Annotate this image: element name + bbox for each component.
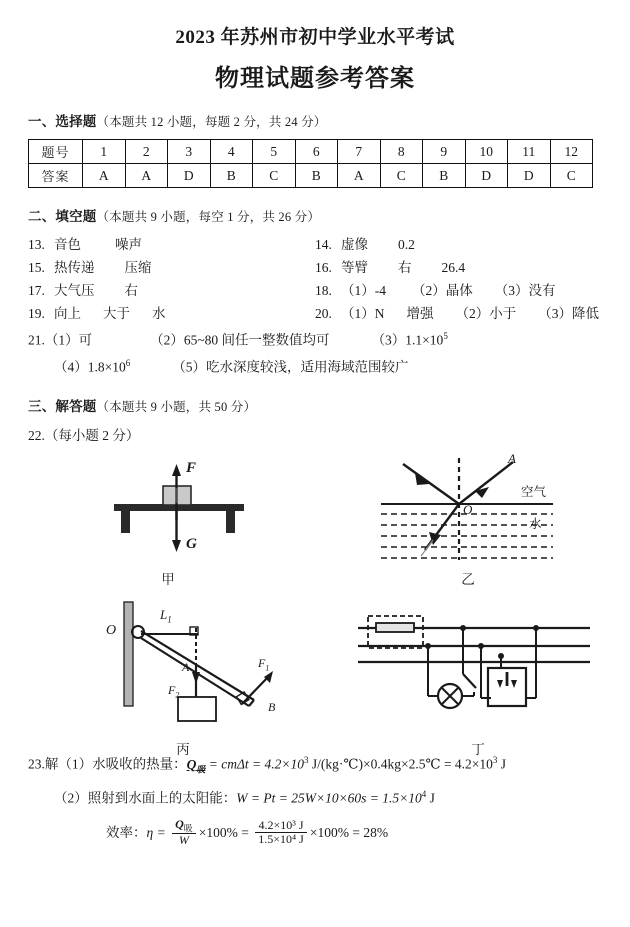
answer-part: 向上 <box>54 306 81 321</box>
table-header-number: 题号 <box>29 140 83 164</box>
table-cell-number: 7 <box>338 140 381 164</box>
lever-arm-label: $L_1$ <box>160 607 172 625</box>
page-title-line2: 物理试题参考答案 <box>215 64 415 92</box>
wall-shape <box>124 602 133 706</box>
list-item <box>28 256 602 279</box>
force-label-g: G <box>186 536 197 552</box>
answer-part: 大于 <box>103 306 130 321</box>
answer-part: （1）-4 <box>341 283 386 298</box>
reflected-ray-arrowhead <box>415 473 429 485</box>
answer-part: （5）吃水深度较浅，适用海域范围较广 <box>172 359 409 374</box>
section3-label: 三、解答题 <box>28 399 97 415</box>
answer-item-13 <box>28 233 315 256</box>
efficiency-symbol: η = <box>146 824 170 840</box>
table-cell-number: 11 <box>508 140 551 164</box>
list-item <box>28 302 602 325</box>
q23-line2-tail: J <box>426 790 435 806</box>
ray-continuation <box>421 540 433 556</box>
medium-label-air: 空气 <box>521 484 547 499</box>
answer-part: （1）N <box>341 306 385 321</box>
q23-line-3 <box>106 816 602 849</box>
item-number: 18. <box>315 283 332 298</box>
table-cell-answer: D <box>508 164 551 188</box>
section-heading-solve <box>28 395 602 415</box>
answer-part: 大气压 <box>54 283 95 298</box>
table-cell-number: 5 <box>253 140 296 164</box>
item-number: 17. <box>28 283 45 298</box>
table-cell-answer: A <box>125 164 168 188</box>
q23-line-2 <box>54 782 602 811</box>
q23-line2-formula: W = Pt = 25W×10×60s = 1.5×10 <box>236 790 422 806</box>
table-cell-number: 2 <box>125 140 168 164</box>
table-leg-left <box>121 511 130 533</box>
lever-bar-end <box>249 700 254 706</box>
fraction-q-over-w <box>172 818 196 848</box>
hanging-block <box>178 697 216 721</box>
figure-caption-yi: 乙 <box>461 572 475 588</box>
medium-label-water: 水 <box>529 516 542 531</box>
fill-answer-list <box>28 233 602 378</box>
item-number: 21. <box>28 332 45 348</box>
table-row-answers <box>29 164 593 188</box>
answer-part: 压缩 <box>124 260 152 275</box>
q23-line1-formula: = cmΔt = 4.2×10 <box>205 756 305 772</box>
answer-part: 0.2 <box>398 237 415 252</box>
figure-caption-bing: 丙 <box>176 742 190 758</box>
q23-line1-prefix: 23.解（1）水吸收的热量： <box>28 756 187 772</box>
answer-part: （3）没有 <box>494 283 556 298</box>
table-cell-number: 8 <box>380 140 423 164</box>
q23-line2-prefix: （2）照射到水面上的太阳能： <box>54 790 237 806</box>
q23-line3-mid1: ×100% = <box>198 824 253 840</box>
answer-part: 26.4 <box>441 260 466 275</box>
answer-part: （3）1.1×10 <box>371 332 444 348</box>
force-f1-shaft <box>242 676 269 704</box>
answer-part: （4）1.8×10 <box>54 359 126 374</box>
figure-yi <box>363 452 578 569</box>
section2-scoring: （本题共 9 小题，每空 1 分，共 26 分） <box>96 210 321 224</box>
answer-part: 右 <box>124 283 138 298</box>
answer-item-19 <box>28 302 315 325</box>
exponent: 5 <box>443 331 448 341</box>
q23-line-1 <box>28 748 602 782</box>
table-cell-number: 10 <box>465 140 508 164</box>
table-cell-number: 12 <box>550 140 593 164</box>
table-cell-answer: A <box>338 164 381 188</box>
figure-bing <box>86 598 306 728</box>
answer-part: 音色 <box>54 237 81 252</box>
table-cell-number: 3 <box>168 140 211 164</box>
answer-part: （2）晶体 <box>412 283 473 298</box>
point-label-o: O <box>463 502 473 517</box>
question-23-solution <box>28 748 602 849</box>
answer-part: （1）可 <box>44 332 93 348</box>
q23-line1-mid: J/(kg·℃)×0.4kg×2.5℃ = 4.2×10 <box>308 756 493 772</box>
section-heading-fill <box>28 205 602 225</box>
figure-jia <box>76 452 306 567</box>
section3-scoring: （本题共 9 小题，共 50 分） <box>96 400 257 414</box>
answer-part: 噪声 <box>115 237 142 252</box>
section1-label: 一、选择题 <box>28 114 97 130</box>
force-label-f1: $F_1$ <box>258 656 270 673</box>
answer-table <box>28 139 593 188</box>
answer-item-16 <box>315 256 602 279</box>
table-cell-answer: B <box>295 164 338 188</box>
fraction-denominator: W <box>178 833 189 848</box>
force-label-f2: $F_2$ <box>168 683 180 700</box>
point-label-a: A <box>182 660 190 674</box>
table-cell-answer: A <box>83 164 126 188</box>
fuse-element <box>376 623 414 632</box>
section-heading-choice <box>28 110 602 130</box>
table-cell-answer: B <box>423 164 466 188</box>
exponent: 4 <box>421 789 427 800</box>
answer-part: 增强 <box>406 306 434 321</box>
force-label-f: F <box>186 460 197 476</box>
ray-label-a: A <box>508 451 516 466</box>
question-22-figures <box>28 446 602 758</box>
section2-label: 二、填空题 <box>28 209 97 225</box>
figure-caption-ding: 丁 <box>471 742 485 758</box>
table-header-answer: 答案 <box>29 164 83 188</box>
figure-ding-svg <box>350 606 600 724</box>
switch-lever <box>463 674 476 688</box>
force-f2-arrowhead <box>192 672 200 684</box>
table-row-numbers <box>29 140 593 164</box>
q23-line3-prefix: 效率： <box>106 824 147 840</box>
answer-part: 等臂 <box>341 260 368 275</box>
pivot-label-o: O <box>106 623 117 638</box>
incident-ray <box>459 462 513 504</box>
table-cell-answer: C <box>380 164 423 188</box>
q23-line3-mid2: ×100% = 28% <box>309 824 389 840</box>
table-cell-number: 6 <box>295 140 338 164</box>
socket-pin-left <box>497 680 503 688</box>
figure-caption-jia: 甲 <box>161 572 175 588</box>
item-number: 20. <box>315 306 332 321</box>
item-number: 13. <box>28 237 45 252</box>
item21-line1 <box>28 325 602 352</box>
table-cell-answer: B <box>210 164 253 188</box>
socket-pin-right <box>511 680 517 688</box>
item-number: 19. <box>28 306 45 321</box>
page-title-line1: 2023 年苏州市初中学业水平考试 <box>175 27 455 48</box>
list-item <box>28 279 602 302</box>
answer-item-17 <box>28 279 315 302</box>
table-cell-answer: C <box>253 164 296 188</box>
answer-part: （3）降低 <box>538 306 599 321</box>
force-g-arrowhead <box>172 540 181 552</box>
table-leg-right <box>226 511 235 533</box>
table-cell-answer: D <box>168 164 211 188</box>
answer-item-15 <box>28 256 315 279</box>
answer-item-20 <box>315 302 602 325</box>
fraction-values <box>255 819 307 847</box>
answer-part: 水 <box>152 306 166 321</box>
item-number: 14. <box>315 237 332 252</box>
table-cell-answer: D <box>465 164 508 188</box>
answer-item-14 <box>315 233 602 256</box>
exponent: 3 <box>492 755 498 765</box>
fraction-numerator: $Q_吸$ <box>172 818 196 834</box>
figure-ding <box>350 606 600 729</box>
answer-part: 热传递 <box>54 260 95 275</box>
reflected-ray <box>403 464 459 504</box>
force-f-arrowhead <box>172 464 181 476</box>
list-item <box>28 233 602 256</box>
answer-part: （2）65~80 间任一整数值均可 <box>150 332 330 348</box>
section1-scoring: （本题共 12 小题，每题 2 分，共 24 分） <box>96 115 327 129</box>
answer-part: 虚像 <box>341 237 368 252</box>
answer-item-18 <box>315 279 602 302</box>
question-22-label: 22.（每小题 2 分） <box>28 428 140 443</box>
heat-symbol: $Q_吸$ <box>186 756 206 775</box>
item-number: 15. <box>28 260 45 275</box>
answer-part: 右 <box>398 260 412 275</box>
exponent: 6 <box>125 357 131 368</box>
point-label-b: B <box>268 700 276 714</box>
exponent: 3 <box>304 755 309 765</box>
answer-item-21 <box>28 325 602 378</box>
table-cell-number: 4 <box>210 140 253 164</box>
q23-line1-tail: J <box>497 756 507 772</box>
item21-line2 <box>54 352 602 379</box>
item-number: 16. <box>315 260 332 275</box>
answer-part: （2）小于 <box>455 306 517 321</box>
lever-bar-top <box>141 631 254 700</box>
table-cell-answer: C <box>550 164 593 188</box>
table-cell-number: 1 <box>83 140 126 164</box>
table-cell-number: 9 <box>423 140 466 164</box>
fraction-numerator: 4.2×10³ J <box>255 819 307 833</box>
fraction-denominator: 1.5×10⁴ J <box>258 832 304 847</box>
